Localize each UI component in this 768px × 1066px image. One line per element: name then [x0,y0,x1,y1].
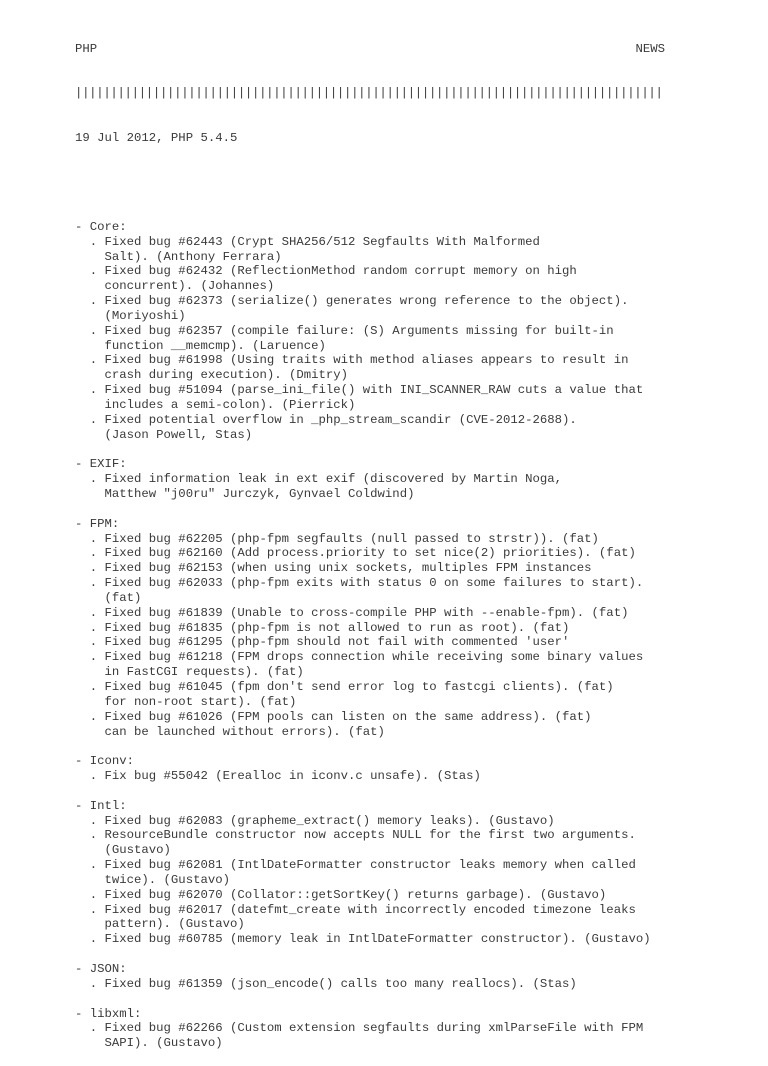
changelog-entry [75,977,665,992]
header-rule: ||||||||||||||||||||||||||||||||||||||||||||||||||||||||||||||||||||||||||||||||||| [75,86,663,101]
changelog-section [75,1007,665,1052]
changelog-entry [75,353,665,383]
section-title: - Intl: [75,798,127,813]
entry-line: . Fixed bug #62083 (grapheme_extract() memory leaks). (Gustavo) [75,813,555,828]
spacer [75,442,665,457]
entry-line: (Moriyoshi) [75,308,186,323]
changelog-entry [75,903,665,933]
changelog-entry [75,621,665,636]
changelog-entry [75,264,665,294]
changelog-section [75,457,665,502]
changelog-entry [75,576,665,606]
section-title: - libxml: [75,1006,142,1021]
changelog-entry [75,932,665,947]
changelog-entry [75,1021,665,1051]
entry-line: . Fixed bug #62443 (Crypt SHA256/512 Segfaults With Malformed [75,234,540,249]
changelog-entry [75,814,665,829]
entry-line: for non-root start). (fat) [75,694,297,709]
changelog-entry [75,383,665,413]
entry-line: . Fixed bug #62017 (datefmt_create with incorrectly encoded timezone leaks [75,902,636,917]
spacer [75,175,665,190]
entry-line: . Fixed bug #60785 (memory leak in IntlDateFormatter constructor). (Gustavo) [75,932,651,947]
entry-line: . Fixed bug #61026 (FPM pools can listen on the same address). (fat) [75,709,592,724]
entry-line: . Fixed information leak in ext exif (discovered by Martin Noga, [75,472,563,487]
changelog-entry [75,888,665,903]
entry-line: in FastCGI requests). (fat) [75,665,304,680]
entry-line: includes a semi-colon). (Pierrick) [75,397,356,412]
spacer [75,739,665,754]
changelog-entry [75,324,665,354]
changelog-entry [75,680,665,710]
news-document [75,12,665,1066]
changelog-entry [75,650,665,680]
spacer [75,992,665,1007]
changelog-sections [75,220,665,1051]
document-header [75,42,665,57]
entry-line: . Fixed bug #61045 (fpm don't send error log to fastcgi clients). (fat) [75,679,614,694]
changelog-entry [75,828,665,858]
changelog-entry [75,858,665,888]
entry-line: . ResourceBundle constructor now accepts NULL for the first two arguments. [75,828,636,843]
entry-line: (Jason Powell, Stas) [75,427,253,442]
entry-line: . Fixed bug #62205 (php-fpm segfaults (null passed to strstr)). (fat) [75,531,599,546]
entry-line: Matthew "j00ru" Jurczyk, Gynvael Coldwind) [75,487,415,501]
section-title: - Iconv: [75,754,135,769]
section-title: - JSON: [75,962,127,976]
entry-line: . Fixed bug #61835 (php-fpm is not allowed to run as root). (fat) [75,620,570,635]
entry-line: . Fixed bug #51094 (parse_ini_file() with INI_SCANNER_RAW cuts a value that [75,383,644,398]
entry-line: . Fixed bug #62373 (serialize() generates wrong reference to the object). [75,294,629,309]
spacer [75,947,665,962]
release-line: 19 Jul 2012, PHP 5.4.5 [75,130,238,145]
changelog-entry [75,546,665,561]
changelog-entry [75,635,665,650]
entry-line: concurrent). (Johannes) [75,279,275,294]
changelog-section [75,517,665,740]
changelog-section [75,220,665,443]
entry-line: function __memcmp). (Laruence) [75,338,326,353]
changelog-entry [75,561,665,576]
entry-line: . Fixed bug #61295 (php-fpm should not fail with commented 'user' [75,635,570,650]
entry-line: crash during execution). (Dmitry) [75,368,349,383]
entry-line: pattern). (Gustavo) [75,917,245,932]
spacer [75,784,665,799]
entry-line: . Fixed bug #61998 (Using traits with method aliases appears to result in [75,353,629,368]
changelog-entry [75,769,665,784]
changelog-entry [75,606,665,621]
changelog-entry [75,235,665,265]
entry-line: . Fixed bug #62081 (IntlDateFormatter constructor leaks memory when called [75,858,636,873]
entry-line: (fat) [75,590,142,605]
entry-line: . Fixed bug #62070 (Collator::getSortKey() returns garbage). (Gustavo) [75,887,607,902]
entry-line: (Gustavo) [75,843,171,858]
changelog-entry [75,413,665,443]
entry-line: . Fixed bug #62266 (Custom extension segfaults during xmlParseFile with FPM [75,1021,644,1036]
entry-line: . Fixed potential overflow in _php_stream_scandir (CVE-2012-2688). [75,412,577,427]
entry-line: . Fixed bug #61839 (Unable to cross-compile PHP with --enable-fpm). (fat) [75,605,629,620]
entry-line: . Fixed bug #61359 (json_encode() calls too many reallocs). (Stas) [75,976,577,991]
header-left-label: PHP [75,41,98,56]
entry-line: . Fixed bug #62033 (php-fpm exits with status 0 on some failures to start). [75,576,644,591]
changelog-entry [75,472,665,502]
entry-line: . Fixed bug #62153 (when using unix sockets, multiples FPM instances [75,561,592,576]
changelog-section [75,754,665,784]
entry-line: twice). (Gustavo) [75,872,230,887]
entry-line: . Fixed bug #62160 (Add process.priority to set nice(2) priorities). (fat) [75,546,636,561]
changelog-entry [75,294,665,324]
changelog-entry [75,532,665,547]
entry-line: can be launched without errors). (fat) [75,724,385,739]
changelog-entry [75,710,665,740]
spacer [75,502,665,517]
entry-line: . Fixed bug #62432 (ReflectionMethod random corrupt memory on high [75,264,577,279]
entry-line: . Fixed bug #62357 (compile failure: (S) Arguments missing for built-in [75,323,614,338]
changelog-section [75,799,665,947]
entry-line: . Fixed bug #61218 (FPM drops connection while receiving some binary values [75,650,644,665]
header-right-label: NEWS [635,41,665,56]
entry-line: Salt). (Anthony Ferrara) [75,249,282,264]
section-title: - Core: [75,219,127,234]
entry-line: SAPI). (Gustavo) [75,1036,223,1051]
section-title: - EXIF: [75,457,127,472]
section-title: - FPM: [75,516,120,531]
entry-line: . Fix bug #55042 (Erealloc in iconv.c unsafe). (Stas) [75,769,481,784]
changelog-section [75,962,665,992]
